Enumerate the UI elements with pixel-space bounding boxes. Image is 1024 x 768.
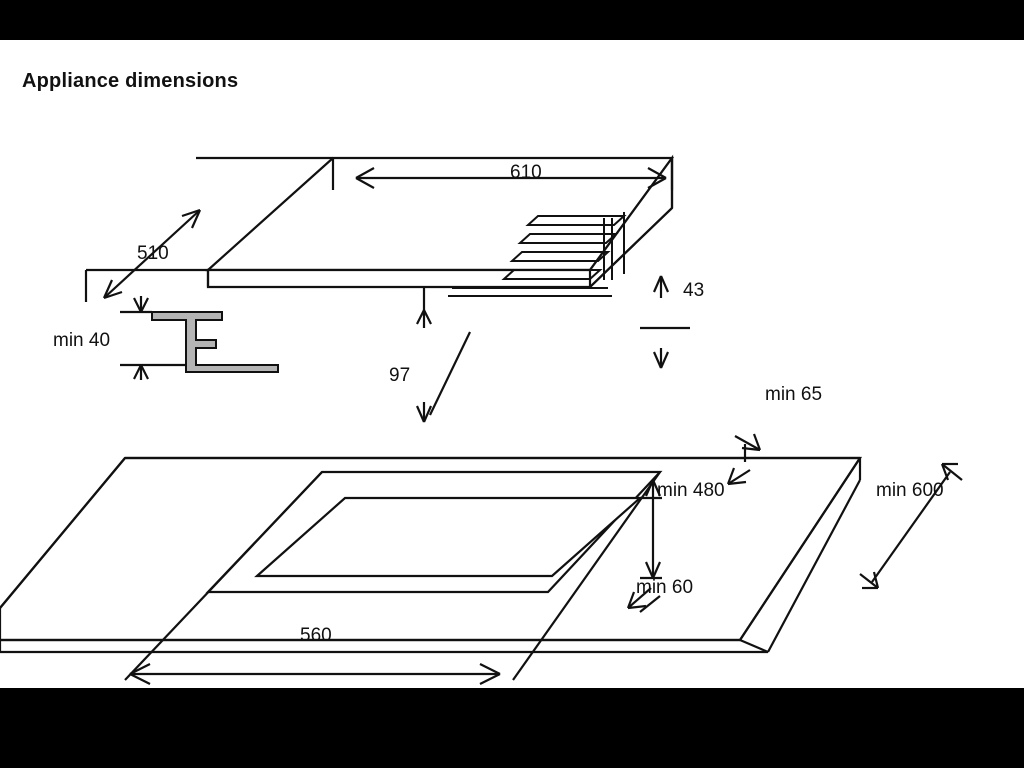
label-depth-510: 510 xyxy=(137,243,169,264)
document-sheet xyxy=(0,40,1024,688)
label-width-610: 610 xyxy=(510,162,542,183)
dim-min40 xyxy=(120,296,186,380)
label-min-40: min 40 xyxy=(53,330,111,351)
label-min-65: min 65 xyxy=(765,384,823,405)
label-97: 97 xyxy=(389,365,411,386)
dimension-drawing xyxy=(0,40,1024,688)
page-title: Appliance dimensions xyxy=(22,70,239,92)
label-560: 560 xyxy=(300,625,332,646)
label-min-480: min 480 xyxy=(657,480,725,501)
support-bracket xyxy=(152,312,278,372)
dim-560 xyxy=(130,664,500,684)
label-min-60: min 60 xyxy=(636,577,694,598)
label-min-600: min 600 xyxy=(876,480,944,501)
label-43: 43 xyxy=(683,280,705,301)
dim-97 xyxy=(417,287,470,422)
